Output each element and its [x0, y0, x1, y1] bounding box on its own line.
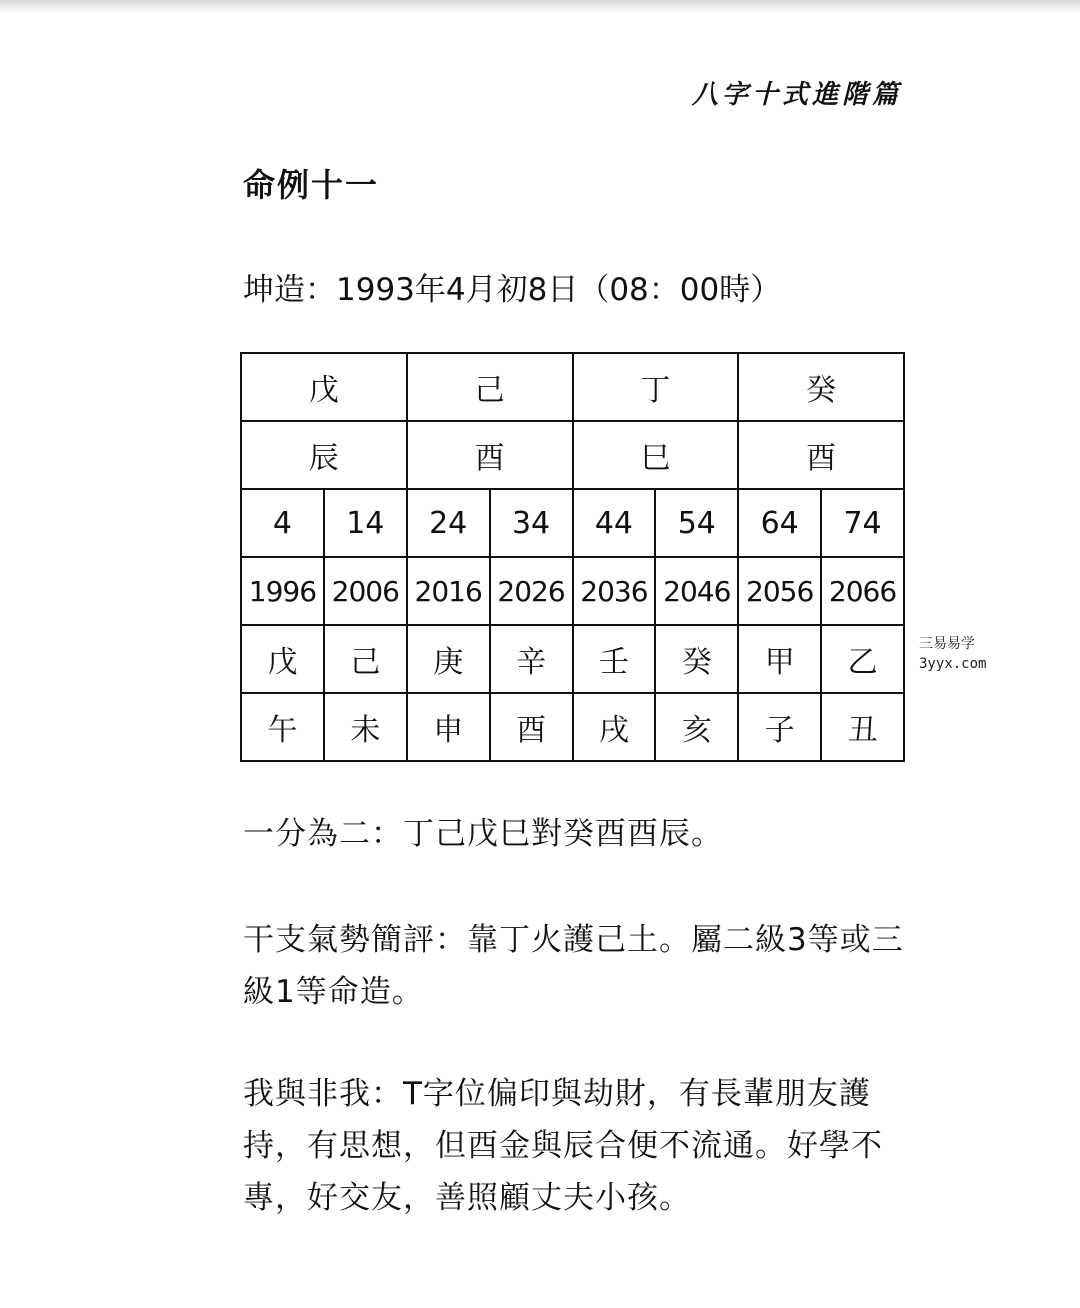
luck-branch-cell: 戌	[573, 693, 656, 761]
age-cell: 64	[738, 489, 821, 557]
luck-branch-cell: 亥	[655, 693, 738, 761]
luck-branch-cell: 午	[241, 693, 324, 761]
age-cell: 54	[655, 489, 738, 557]
luck-age-row	[241, 489, 904, 557]
luck-branches-row	[241, 693, 904, 761]
earthly-branches-row	[241, 421, 904, 489]
branch-cell: 巳	[573, 421, 739, 489]
year-cell: 2056	[738, 557, 821, 625]
age-cell: 74	[821, 489, 904, 557]
year-cell: 2036	[573, 557, 656, 625]
age-cell: 44	[573, 489, 656, 557]
site-watermark	[905, 628, 1015, 700]
luck-branch-cell: 丑	[821, 693, 904, 761]
age-cell: 4	[241, 489, 324, 557]
luck-branch-cell: 申	[407, 693, 490, 761]
luck-stem-cell: 辛	[490, 625, 573, 693]
running-header: 八字十式進階篇	[691, 80, 902, 110]
luck-branch-cell: 子	[738, 693, 821, 761]
stem-cell: 丁	[573, 353, 739, 421]
watermark-name: 三易易学	[919, 636, 975, 652]
year-cell: 2066	[821, 557, 904, 625]
stem-cell: 戊	[241, 353, 407, 421]
year-cell: 2046	[655, 557, 738, 625]
year-cell: 1996	[241, 557, 324, 625]
luck-stem-cell: 癸	[655, 625, 738, 693]
page-top-edge	[0, 0, 1080, 14]
branch-cell: 酉	[738, 421, 904, 489]
age-cell: 34	[490, 489, 573, 557]
self-nonself-paragraph: 我與非我：T字位偏印與劫財，有長輩朋友護持，有思想，但酉金與辰合便不流通。好學不專，好交友，善照顧丈夫小孩。	[243, 1076, 883, 1216]
momentum-review-paragraph: 干支氣勢簡評：靠丁火護己土。屬二級3等或三級1等命造。	[243, 922, 904, 1010]
stem-cell: 癸	[738, 353, 904, 421]
age-cell: 24	[407, 489, 490, 557]
age-cell: 14	[324, 489, 407, 557]
case-title: 命例十一	[243, 166, 380, 204]
year-cell: 2026	[490, 557, 573, 625]
luck-stems-row	[241, 625, 904, 693]
watermark-url: 3yyx.com	[919, 656, 987, 672]
luck-stem-cell: 乙	[821, 625, 904, 693]
split-analysis-paragraph: 一分為二：丁己戊巳對癸酉酉辰。	[243, 816, 723, 852]
birth-info: 坤造：1993年4月初8日（08：00時）	[243, 272, 782, 308]
heavenly-stems-row	[241, 353, 904, 421]
stem-cell: 己	[407, 353, 573, 421]
luck-stem-cell: 庚	[407, 625, 490, 693]
branch-cell: 辰	[241, 421, 407, 489]
luck-year-row	[241, 557, 904, 625]
luck-branch-cell: 未	[324, 693, 407, 761]
luck-stem-cell: 甲	[738, 625, 821, 693]
luck-stem-cell: 壬	[573, 625, 656, 693]
branch-cell: 酉	[407, 421, 573, 489]
year-cell: 2016	[407, 557, 490, 625]
year-cell: 2006	[324, 557, 407, 625]
bazi-chart-table	[240, 352, 905, 762]
luck-branch-cell: 酉	[490, 693, 573, 761]
luck-stem-cell: 己	[324, 625, 407, 693]
luck-stem-cell: 戊	[241, 625, 324, 693]
